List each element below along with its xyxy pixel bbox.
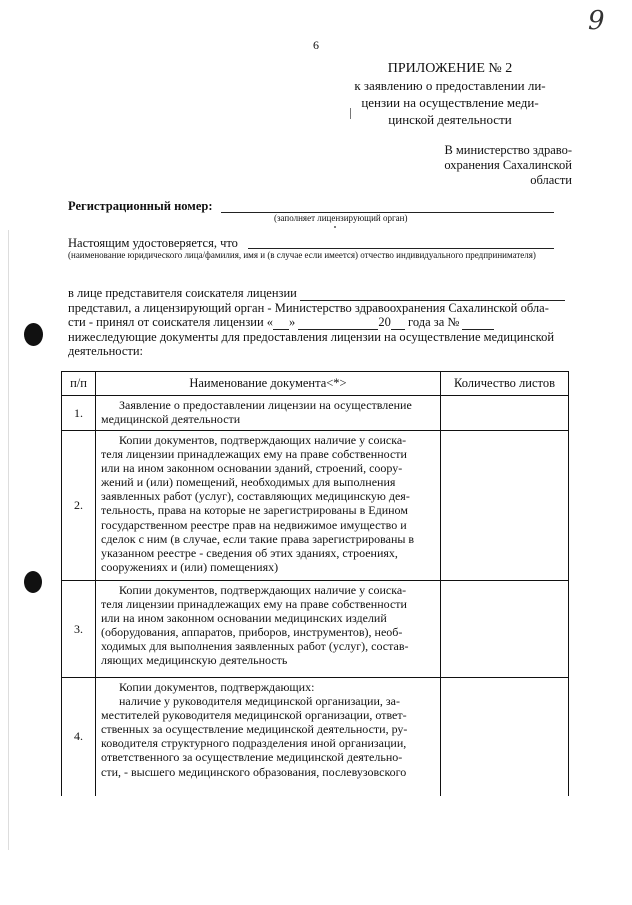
- applicant-name-field[interactable]: [248, 248, 554, 249]
- sheet-count-cell[interactable]: [441, 431, 569, 581]
- document-name-line: сооружениях и (или) помещениях): [101, 559, 279, 574]
- number-field[interactable]: [462, 318, 494, 330]
- year-field[interactable]: [391, 318, 405, 330]
- page-number: 6: [313, 38, 319, 52]
- certify-text: Настоящим удостоверяется, что: [68, 236, 238, 250]
- document-name-line: Копии документов, подтверждающих наличие у соиска-: [101, 583, 407, 597]
- document-name-line: тельность, права на которые не зарегистрированы в Едином: [101, 503, 408, 518]
- document-name-line: Заявление о предоставлении лицензии на осуществление: [101, 398, 412, 412]
- document-name-line: заявленных работ (услуг), составляющих медицинскую дея-: [101, 489, 410, 504]
- document-name-line: наличие у руководителя медицинской организации, за-: [101, 694, 400, 709]
- appendix-line: цензии на осуществление меди-: [361, 95, 539, 110]
- header-count: Количество листов: [441, 372, 569, 396]
- appendix-line: цинской деятельности: [388, 112, 512, 127]
- table-row: [62, 431, 569, 581]
- document-name-line: теля лицензии принадлежащих ему на праве собственности: [101, 597, 407, 612]
- ministry-line: В министерство здраво-: [444, 143, 572, 157]
- document-name-line: медицинской деятельности: [101, 412, 241, 427]
- registration-label: Регистрационный номер:: [68, 199, 213, 213]
- appendix-header: [330, 60, 570, 128]
- scan-edge-shadow: [8, 230, 9, 850]
- paragraph-line-1: в лице представителя соискателя лицензии: [68, 286, 573, 301]
- document-name-line: Копии документов, подтверждающих:: [101, 680, 315, 694]
- document-name-line: жений и (или) помещений, необходимых для выполнения: [101, 475, 396, 490]
- document-name: [96, 431, 441, 581]
- submission-paragraph: [68, 286, 573, 359]
- header-name: Наименование документа<*>: [96, 372, 441, 396]
- document-name-line: государственном реестре прав на недвижимое имущество и: [101, 517, 407, 532]
- document-name-line: или на ином законном основании медицинских изделий: [101, 611, 387, 626]
- punch-hole: [24, 323, 43, 346]
- document-name-line: указанном реестре - сведения об этих зданиях, строениях,: [101, 545, 398, 560]
- paragraph-line-5: деятельности:: [68, 344, 144, 359]
- sheet-count-cell[interactable]: [441, 396, 569, 431]
- punch-hole: [24, 571, 42, 593]
- representative-field[interactable]: [300, 289, 565, 301]
- ministry-address: [400, 143, 572, 188]
- row-number: 1.: [62, 396, 96, 431]
- ministry-line: охранения Сахалинской: [444, 158, 572, 172]
- paragraph-line-4: нижеследующие документы для предоставления лицензии на осуществление медицинской: [68, 329, 555, 344]
- row-number: 4.: [62, 678, 96, 796]
- document-name-line: сделок с ним (в случае, если такие права зарегистрированы в: [101, 531, 415, 546]
- day-field[interactable]: [273, 318, 289, 330]
- document-name-line: сти, - высшего медицинского образования, послевузовского: [101, 764, 407, 779]
- sheet-count-cell[interactable]: [441, 678, 569, 796]
- paragraph-line-3: сти - принял от соискателя лицензии « » 20 года за №: [68, 315, 573, 330]
- month-field[interactable]: [298, 318, 378, 330]
- sheet-count-cell[interactable]: [441, 581, 569, 678]
- registration-note: (заполняет лицензирующий орган): [274, 213, 408, 223]
- scan-dot: [334, 226, 336, 228]
- document-name: [96, 678, 441, 796]
- table-row: [62, 396, 569, 431]
- document-name-line: ответственного за осуществление медицинской деятельно-: [101, 750, 403, 765]
- document-name-line: Копии документов, подтверждающих наличие у соиска-: [101, 433, 407, 447]
- row-number: 2.: [62, 431, 96, 581]
- appendix-line: к заявлению о предоставлении ли-: [354, 78, 546, 93]
- handwritten-sheet-number: 9: [588, 6, 605, 36]
- document-name-line: ководителя структурного подразделения иной организации,: [101, 736, 407, 751]
- document-name-line: (оборудования, аппаратов, приборов, инструментов), необ-: [101, 625, 403, 640]
- document-name-line: теля лицензии принадлежащих ему на праве собственности: [101, 447, 407, 462]
- appendix-title: ПРИЛОЖЕНИЕ № 2: [387, 61, 513, 76]
- row-number: 3.: [62, 581, 96, 678]
- header-num: п/п: [62, 372, 96, 396]
- scan-mark: [350, 108, 351, 119]
- applicant-name-note: (наименование юридического лица/фамилия, имя и (в случае если имеется) отчество индивидуального предпринимателя): [68, 250, 536, 260]
- ministry-line: области: [530, 173, 572, 187]
- document-name: [96, 396, 441, 431]
- documents-table: [61, 371, 569, 796]
- paragraph-line-2: представил, а лицензирующий орган - Министерство здравоохранения Сахалинской обла-: [68, 300, 549, 315]
- document-name-line: ляющих медицинскую деятельность: [101, 653, 288, 668]
- document-name-line: местителей руководителя медицинской организации, ответ-: [101, 708, 407, 723]
- document-name-line: или на ином законном основании зданий, строений, соору-: [101, 461, 403, 476]
- table-row: [62, 678, 569, 796]
- table-row: [62, 581, 569, 678]
- table-header-row: [62, 372, 569, 396]
- document-name-line: ходимых для выполнения заявленных работ (услуг), состав-: [101, 639, 409, 654]
- document-name: [96, 581, 441, 678]
- document-name-line: ственных за осуществление медицинской деятельности, ру-: [101, 722, 408, 737]
